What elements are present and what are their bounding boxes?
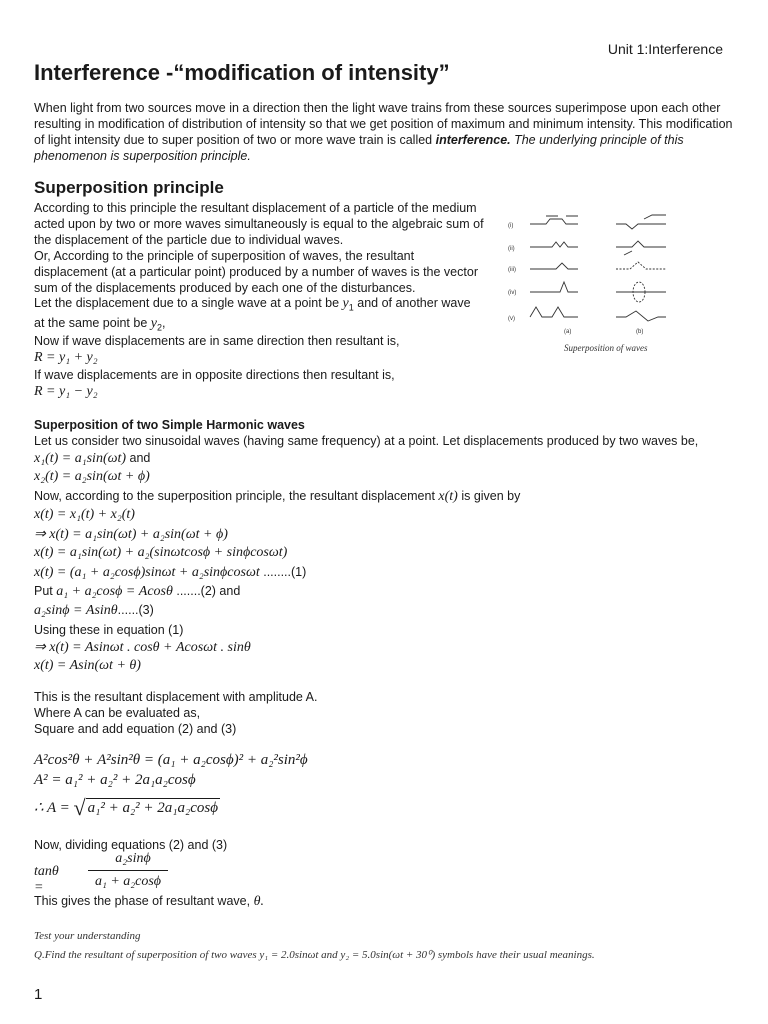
using-text: Using these in equation (1)	[34, 623, 184, 637]
equation-3-tag: ......(3)	[117, 603, 154, 617]
page-number: 1	[34, 986, 43, 1003]
test-heading: Test your understanding	[34, 930, 141, 942]
resultant-intro-text: Now, according to the superposition principle, the resultant displacement	[34, 489, 439, 503]
amplitude-lhs: ∴ A =	[34, 800, 74, 816]
equation-2-tag: .......(2) and	[172, 584, 241, 598]
equation-1	[34, 565, 306, 581]
unit-header: Unit 1:Interference	[607, 41, 723, 57]
displacement-text-3: at the same point be	[34, 316, 151, 330]
equation-x1-and: and	[126, 451, 151, 465]
shm-heading: Superposition of two Simple Harmonic waves	[34, 418, 305, 432]
equation-squared: A²cos²θ + A²sin²θ = (a₁ + a₂cosϕ)² + a₂²sin²ϕ	[34, 752, 308, 768]
superposition-heading: Superposition principle	[34, 178, 224, 197]
phase-symbol: θ.	[253, 894, 264, 909]
figure-label-iv: (iv)	[508, 290, 517, 296]
equation-3	[34, 603, 154, 619]
figure-label-iii: (iii)	[508, 267, 516, 273]
equation-1-text: x(t) = (a₁ + a₂cosϕ)sinωt + a₂sinϕcosωt	[34, 565, 260, 580]
displacement-text-2: and of another wave	[353, 296, 471, 310]
figure-column-b-label: (b)	[636, 329, 644, 335]
equation-expanded: ⇒ x(t) = a₁sin(ωt) + a₂sin(ωt + ϕ)	[34, 527, 228, 542]
equation-resultant: x(t) = Asin(ωt + θ)	[34, 658, 141, 673]
tan-denominator: a₁ + a₂cosϕ	[94, 874, 162, 889]
displacement-line-1: Let the displacement due to a single wave at a point be $y_1$ and of another wave	[34, 296, 471, 313]
test-question: Q.Find the resultant of superposition of two waves y₁ = 2.0sinωt and y₂ = 5.0sin(ωt + 30⁰) symbols have their usual meanings.	[34, 949, 595, 961]
equation-a-squared: A² = a₁² + a₂² + 2a₁a₂cosϕ	[34, 772, 196, 788]
equation-3-text: a₂sinϕ = Asinθ	[34, 603, 118, 618]
equation-opposite-direction: R = y₁ − y₂	[34, 384, 98, 399]
amplitude-radicand: a₁² + a₂² + 2a₁a₂cosϕ	[87, 800, 218, 816]
phase-text	[34, 894, 264, 910]
equation-substituted: ⇒ x(t) = Asinωt . cosθ + Acosωt . sinθ	[34, 640, 251, 655]
displacement-line-2: at the same point be $y_2$,	[34, 316, 166, 333]
intro-text: When light from two sources move in a direction then the light wave trains from these sources superimpose upon each other resulting in modification of distribution of intensity so that we get position of maximum and minimum intensity. This modification of light intensity due to super position of two or more wave train is called	[34, 101, 733, 147]
equation-2-text: a₁ + a₂cosϕ = Acosθ	[56, 584, 173, 599]
shm-intro: Let us consider two sinusoidal waves (having same frequency) at a point. Let displacements produced by two waves be,	[34, 434, 699, 448]
equation-sum: x(t) = x₁(t) + x₂(t)	[34, 507, 135, 522]
superposition-para-1: According to this principle the resultant displacement of a particle of the medium acted upon by two or more waves simultaneously is equal to the algebraic sum of the displacement of the particle due to individual waves.	[34, 201, 484, 247]
superposition-para-2: Or, According to the principle of superposition of waves, the resultant displacement (at a particular point) produced by a number of waves is the vector sum of the displacements produced by each one of the disturbances.	[34, 249, 478, 295]
same-direction-text: Now if wave displacements are in same direction then resultant is,	[34, 334, 400, 348]
intro-principle: The underlying principle of this phenomenon is superposition principle.	[34, 133, 684, 163]
figure-label-i: (i)	[508, 223, 514, 229]
page-title: Interference -“modification of intensity”	[34, 60, 450, 85]
figure-column-a-label: (a)	[564, 329, 572, 335]
figure-label-ii: (ii)	[508, 246, 515, 252]
resultant-given-by: is given by	[457, 489, 521, 503]
tan-numerator: a₂sinϕ	[115, 851, 151, 866]
intro-keyword: interference.	[435, 133, 511, 147]
equation-1-tag: ........(1)	[259, 565, 307, 579]
equation-x1	[34, 451, 150, 467]
equation-x2: x₂(t) = a₂sin(ωt + ϕ)	[34, 469, 150, 484]
equation-same-direction: R = y₁ + y₂	[34, 350, 98, 365]
tan-lhs: tanθ =	[34, 864, 59, 895]
phase-text-body: This gives the phase of resultant wave,	[34, 894, 254, 908]
equation-x1-text: x₁(t) = a₁sin(ωt)	[34, 451, 127, 466]
resultant-symbol: x(t)	[438, 489, 458, 504]
figure-caption: Superposition of waves	[564, 343, 648, 353]
displacement-text-1: Let the displacement due to a single wave at a point be	[34, 296, 343, 310]
equation-2-put: Put	[34, 584, 57, 598]
equation-amplitude: ∴ A = √ a₁² + a₂² + 2a₁a₂cosϕ	[34, 795, 218, 820]
opposite-direction-text: If wave displacements are in opposite directions then resultant is,	[34, 368, 395, 382]
figure-label-v: (v)	[508, 316, 515, 322]
equation-trig-expansion: x(t) = a₁sin(ωt) + a₂(sinωtcosϕ + sinϕcosωt)	[34, 545, 288, 560]
evaluate-text: Where A can be evaluated as,	[34, 706, 201, 720]
dividing-text: Now, dividing equations (2) and (3)	[34, 838, 228, 852]
amplitude-text: This is the resultant displacement with amplitude A.	[34, 690, 318, 704]
square-add-text: Square and add equation (2) and (3)	[34, 722, 237, 736]
superposition-figure	[506, 207, 690, 359]
equation-2	[34, 584, 240, 600]
resultant-intro	[34, 489, 520, 505]
intro-paragraph	[34, 100, 734, 164]
